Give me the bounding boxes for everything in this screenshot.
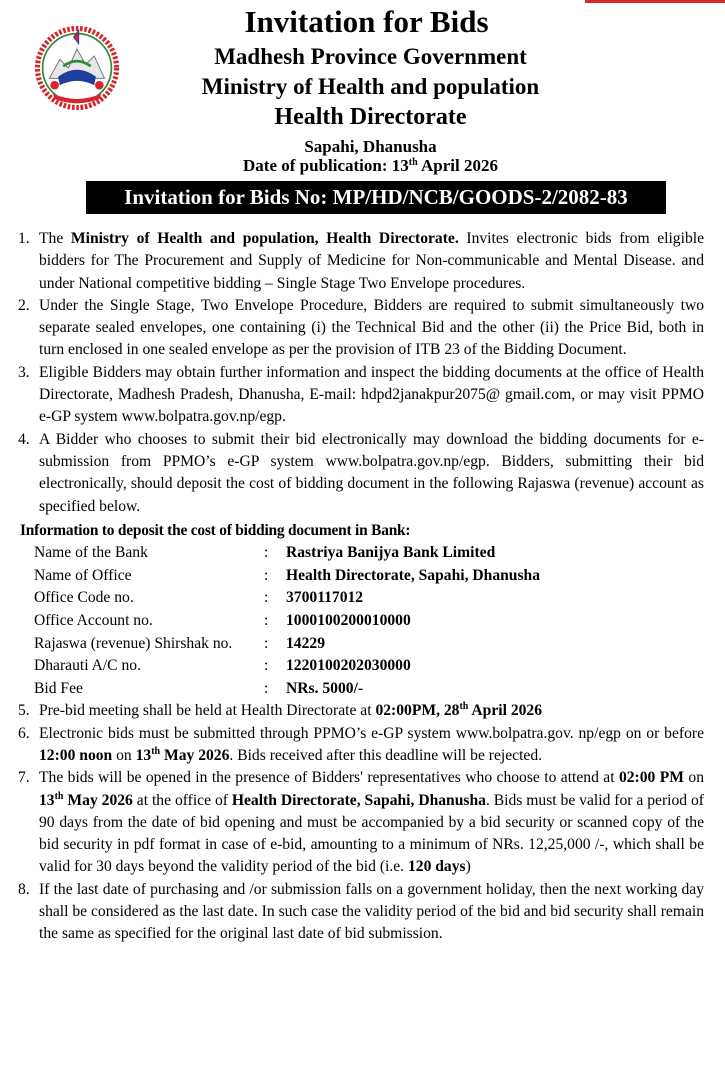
bank-row: Bid Fee : NRs. 5000/-	[34, 679, 364, 697]
bank-row: Name of the Bank : Rastriya Banijya Bank Limited	[34, 544, 496, 562]
top-accent-line	[585, 0, 725, 3]
bank-row: Dharauti A/C no. : 1220100202030000	[34, 657, 411, 675]
bank-row: Office Code no. : 3700117012	[34, 589, 364, 607]
clause-6: 6. Electronic bids must be submitted through PPMO’s e-GP system www.bolpatra.gov. np/egp on or before 12:00 noon on 13th May 2026. Bids received after this deadline will be rejected.	[18, 724, 704, 764]
clause-2: 2. Under the Single Stage, Two Envelope Procedure, Bidders are required to submit simultaneously two separate sealed envelopes, one containing (i) the Technical Bid and the other (ii) the Price Bid, both in turn enclosed in one sealed envelope as per the provision of ITB 23 of the Bidding Document.	[18, 296, 704, 359]
bank-row: Office Account no. : 1000100200010000	[34, 611, 411, 629]
notice-title: Invitation for Bids	[244, 4, 489, 39]
bank-info-table	[18, 542, 704, 700]
clause-1: 1. The Ministry of Health and population, Health Directorate. Invites electronic bids from eligible bidders for The Procurement and Supply of Medicine for Non-communicable and Mental Disease. and under National competitive bidding – Single Stage Two Envelope procedures.	[18, 230, 704, 292]
clause-8: 8. If the last date of purchasing and /or submission falls on a government holiday, then the next working day shall be considered as the last date. In such case the validity period of the bid and bid security shall remain the same as specified for the original last date of bid submission.	[18, 880, 704, 943]
office-location: Sapahi, Dhanusha	[304, 137, 437, 156]
clause-4: 4. A Bidder who chooses to submit their bid electronically may download the bidding documents for e-submission from PPMO’s e-GP system www.bolpatra.gov.np/egp. Bidders, submitting their bid electronically, should deposit the cost of bidding document in the following Rajaswa (revenue) account as specified below.	[18, 430, 704, 515]
bank-row: Rajaswa (revenue) Shirshak no. : 14229	[34, 634, 325, 652]
publication-date: Date of publication: 13th April 2026	[243, 156, 498, 175]
ministry-name: Ministry of Health and population	[201, 74, 540, 99]
government-name: Madhesh Province Government	[214, 44, 527, 69]
clause-5: 5. Pre-bid meeting shall be held at Health Directorate at 02:00PM, 28th April 2026	[18, 701, 543, 720]
directorate-name: Health Directorate	[274, 104, 467, 130]
bank-info-heading: Information to deposit the cost of bidding document in Bank:	[20, 521, 411, 539]
ifb-number-banner: Invitation for Bids No: MP/HD/NCB/GOODS-2/2082-83	[86, 181, 666, 214]
notice-body	[18, 228, 704, 946]
clause-3: 3. Eligible Bidders may obtain further information and inspect the bidding documents at the office of Health Directorate, Madhesh Pradesh, Dhanusha, E-mail: hdpd2janakpur2075@ gmail.com, or may visit PPMO e-GP system www.bolpatra.gov.np/egp.	[18, 363, 704, 426]
bank-row: Name of Office : Health Directorate, Sapahi, Dhanusha	[34, 566, 540, 584]
clause-7: 7. The bids will be opened in the presence of Bidders' representatives who choose to attend at 02:00 PM on 13th May 2026 at the office of Health Directorate, Sapahi, Dhanusha. Bids must be valid for a period of 90 days from the date of bid opening and must be accompanied by a bid security or scanned copy of the bid security in pdf format in case of e-bid, amounting to a minimum of NRs. 12,25,000 /-, which shall be valid for 30 days beyond the validity period of the bid (i.e. 120 days)	[18, 769, 704, 876]
